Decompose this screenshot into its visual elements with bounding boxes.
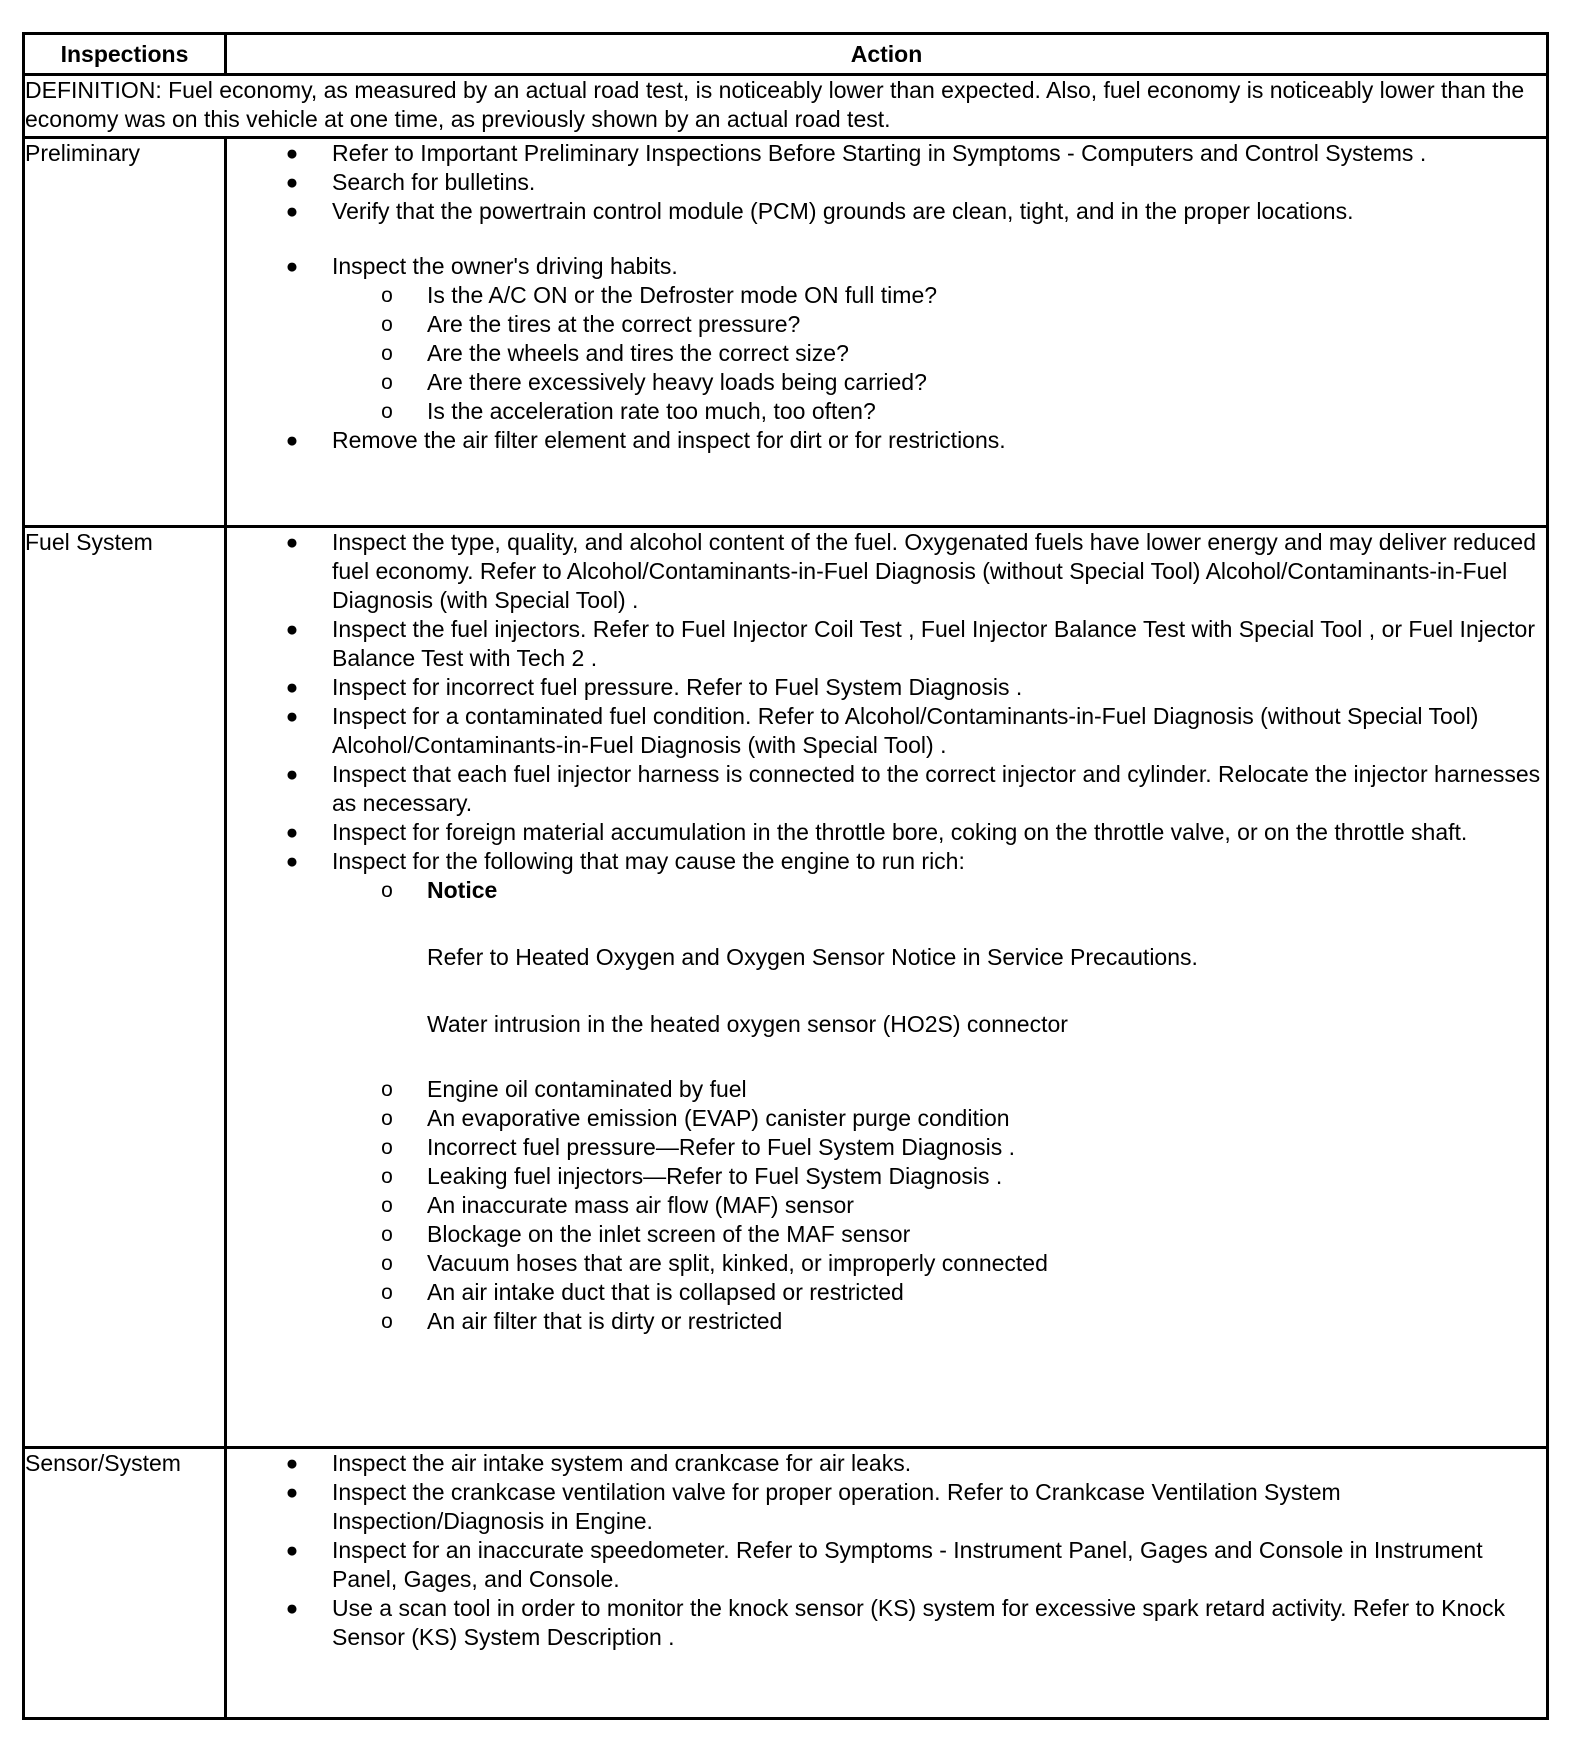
- bullet-icon: ●: [285, 171, 299, 194]
- sub-list-item-text: An air filter that is dirty or restricted: [427, 1308, 783, 1334]
- sub-list-item: [327, 1249, 1546, 1278]
- fuel-system-actions: [226, 527, 1548, 1448]
- sub-list-item: [327, 1278, 1546, 1307]
- list-item: [227, 528, 1546, 615]
- sensor-system-row: [24, 1448, 1548, 1719]
- bullet-icon: ●: [285, 531, 299, 554]
- list-item: [227, 1594, 1546, 1652]
- circle-bullet-icon: o: [381, 1165, 393, 1188]
- bullet-icon: ●: [285, 821, 299, 844]
- list-item: [227, 252, 1546, 426]
- notice-title: Notice: [427, 877, 498, 903]
- notice-item: [327, 876, 1546, 1039]
- bullet-icon: ●: [285, 676, 299, 699]
- circle-bullet-icon: o: [381, 1310, 393, 1333]
- circle-bullet-icon: o: [381, 371, 393, 394]
- sub-list-item-text: Vacuum hoses that are split, kinked, or improperly connected: [427, 1250, 1048, 1276]
- spacer: [227, 226, 1546, 252]
- list-item-text: Inspect the type, quality, and alcohol content of the fuel. Oxygenated fuels have lower energy and may deliver reduced fuel economy. Refer to Alcohol/Contaminants-in-Fuel Diagnosis (without Special Tool) Alcohol/Contaminants-in-Fuel Diagnosis (with Special Tool) .: [332, 529, 1536, 613]
- list-item-text: Inspect the fuel injectors. Refer to Fuel Injector Coil Test , Fuel Injector Balance Test with Special Tool , or Fuel Injector Balance Test with Tech 2 .: [332, 616, 1535, 671]
- list-item: [227, 818, 1546, 847]
- sub-list-item: [327, 310, 1546, 339]
- list-item-text: Refer to Important Preliminary Inspections Before Starting in Symptoms - Computers and Control Systems .: [332, 140, 1427, 166]
- sub-list-item-text: Blockage on the inlet screen of the MAF sensor: [427, 1221, 911, 1247]
- bullet-icon: ●: [285, 142, 299, 165]
- circle-bullet-icon: o: [381, 284, 393, 307]
- list-item-text: Inspect the owner's driving habits.: [332, 253, 678, 279]
- notice-item-text: Water intrusion in the heated oxygen sensor (HO2S) connector: [427, 1011, 1068, 1037]
- circle-bullet-icon: o: [381, 1252, 393, 1275]
- sub-list-item-text: Leaking fuel injectors—Refer to Fuel System Diagnosis .: [427, 1163, 1003, 1189]
- bullet-icon: ●: [285, 1481, 299, 1504]
- list-item-text: Inspect that each fuel injector harness is connected to the correct injector and cylinder. Relocate the injector harnesses as necessary.: [332, 761, 1541, 816]
- bullet-icon: ●: [285, 763, 299, 786]
- sensor-system-actions: [226, 1448, 1548, 1719]
- sensor-system-label: Sensor/System: [24, 1448, 226, 1719]
- bullet-icon: ●: [285, 1452, 299, 1475]
- sub-list-item: [327, 1307, 1546, 1336]
- list-item: [227, 1478, 1546, 1536]
- list-item: [227, 139, 1546, 168]
- list-item-text: Inspect for an inaccurate speedometer. Refer to Symptoms - Instrument Panel, Gages and Console in Instrument Panel, Gages, and Console.: [332, 1537, 1483, 1592]
- list-item-text: Search for bulletins.: [332, 169, 536, 195]
- sub-list-item-text: Are there excessively heavy loads being carried?: [427, 369, 927, 395]
- list-item: [227, 847, 1546, 1336]
- list-item: [227, 760, 1546, 818]
- list-item-text: Verify that the powertrain control module (PCM) grounds are clean, tight, and in the proper locations.: [332, 198, 1354, 224]
- sub-list-item-text: Are the tires at the correct pressure?: [427, 311, 801, 337]
- circle-bullet-icon: o: [381, 1223, 393, 1246]
- header-action: Action: [226, 34, 1548, 75]
- circle-bullet-icon: o: [381, 400, 393, 423]
- preliminary-label: Preliminary: [24, 138, 226, 527]
- sub-list-item: [327, 1133, 1546, 1162]
- bullet-icon: ●: [285, 1597, 299, 1620]
- sub-list-item: [327, 1075, 1546, 1104]
- circle-bullet-icon: o: [381, 1136, 393, 1159]
- definition-text: DEFINITION: Fuel economy, as measured by an actual road test, is noticeably lower than expected. Also, fuel economy is noticeably lower than the economy was on this vehicle at one time, as previously shown by an actual road test.: [24, 75, 1548, 138]
- fuel-system-row: [24, 527, 1548, 1448]
- list-item-text: Inspect the crankcase ventilation valve for proper operation. Refer to Crankcase Ventilation System Inspection/Diagnosis in Engine.: [332, 1479, 1341, 1534]
- bullet-icon: ●: [285, 200, 299, 223]
- circle-bullet-icon: o: [381, 1107, 393, 1130]
- document-page: [22, 32, 1549, 1720]
- preliminary-actions: [226, 138, 1548, 527]
- sub-list-item: [327, 368, 1546, 397]
- bullet-icon: ●: [285, 850, 299, 873]
- sub-list-item: [327, 1162, 1546, 1191]
- list-item: [227, 1449, 1546, 1478]
- bullet-icon: ●: [285, 1539, 299, 1562]
- inspection-table: [22, 32, 1549, 1720]
- definition-row: [24, 75, 1548, 138]
- circle-bullet-icon: o: [381, 879, 393, 902]
- sub-list-item: [327, 1220, 1546, 1249]
- sub-list-item-text: An evaporative emission (EVAP) canister purge condition: [427, 1105, 1010, 1131]
- sub-list-item: [327, 1104, 1546, 1133]
- fuel-system-label: Fuel System: [24, 527, 226, 1448]
- sub-list-item-text: Is the A/C ON or the Defroster mode ON full time?: [427, 282, 938, 308]
- bullet-icon: ●: [285, 618, 299, 641]
- bullet-icon: ●: [285, 255, 299, 278]
- bullet-icon: ●: [285, 705, 299, 728]
- list-item: [227, 702, 1546, 760]
- list-item-text: Inspect for incorrect fuel pressure. Refer to Fuel System Diagnosis .: [332, 674, 1023, 700]
- header-row: [24, 34, 1548, 75]
- list-item: [227, 168, 1546, 197]
- sub-list-item: [327, 281, 1546, 310]
- list-item: [227, 426, 1546, 455]
- sub-list-item-text: An air intake duct that is collapsed or restricted: [427, 1279, 904, 1305]
- circle-bullet-icon: o: [381, 313, 393, 336]
- bullet-icon: ●: [285, 429, 299, 452]
- circle-bullet-icon: o: [381, 1281, 393, 1304]
- list-item-text: Remove the air filter element and inspect for dirt or for restrictions.: [332, 427, 1006, 453]
- circle-bullet-icon: o: [381, 1078, 393, 1101]
- sub-list-item: [327, 397, 1546, 426]
- preliminary-row: [24, 138, 1548, 527]
- list-item: [227, 615, 1546, 673]
- circle-bullet-icon: o: [381, 342, 393, 365]
- header-inspections: Inspections: [24, 34, 226, 75]
- list-item-text: Inspect for foreign material accumulation in the throttle bore, coking on the throttle valve, or on the throttle shaft.: [332, 819, 1468, 845]
- sub-list-item-text: Are the wheels and tires the correct size?: [427, 340, 849, 366]
- circle-bullet-icon: o: [381, 1194, 393, 1217]
- list-item-text: Use a scan tool in order to monitor the knock sensor (KS) system for excessive spark retard activity. Refer to Knock Sensor (KS) System Description .: [332, 1595, 1506, 1650]
- sub-list-item-text: Incorrect fuel pressure—Refer to Fuel System Diagnosis .: [427, 1134, 1016, 1160]
- list-item-text: Inspect the air intake system and crankcase for air leaks.: [332, 1450, 912, 1476]
- list-item: [227, 197, 1546, 226]
- list-item: [227, 1536, 1546, 1594]
- notice-text: Refer to Heated Oxygen and Oxygen Sensor Notice in Service Precautions.: [427, 944, 1198, 970]
- sub-list-item-text: Is the acceleration rate too much, too often?: [427, 398, 876, 424]
- list-item-text: Inspect for a contaminated fuel condition. Refer to Alcohol/Contaminants-in-Fuel Diagnosis (without Special Tool) Alcohol/Contaminants-in-Fuel Diagnosis (with Special Tool) .: [332, 703, 1479, 758]
- list-item-text: Inspect for the following that may cause the engine to run rich:: [332, 848, 965, 874]
- sub-list-item: [327, 1191, 1546, 1220]
- sub-list-item-text: Engine oil contaminated by fuel: [427, 1076, 747, 1102]
- sub-list-item-text: An inaccurate mass air flow (MAF) sensor: [427, 1192, 854, 1218]
- list-item: [227, 673, 1546, 702]
- sub-list-item: [327, 339, 1546, 368]
